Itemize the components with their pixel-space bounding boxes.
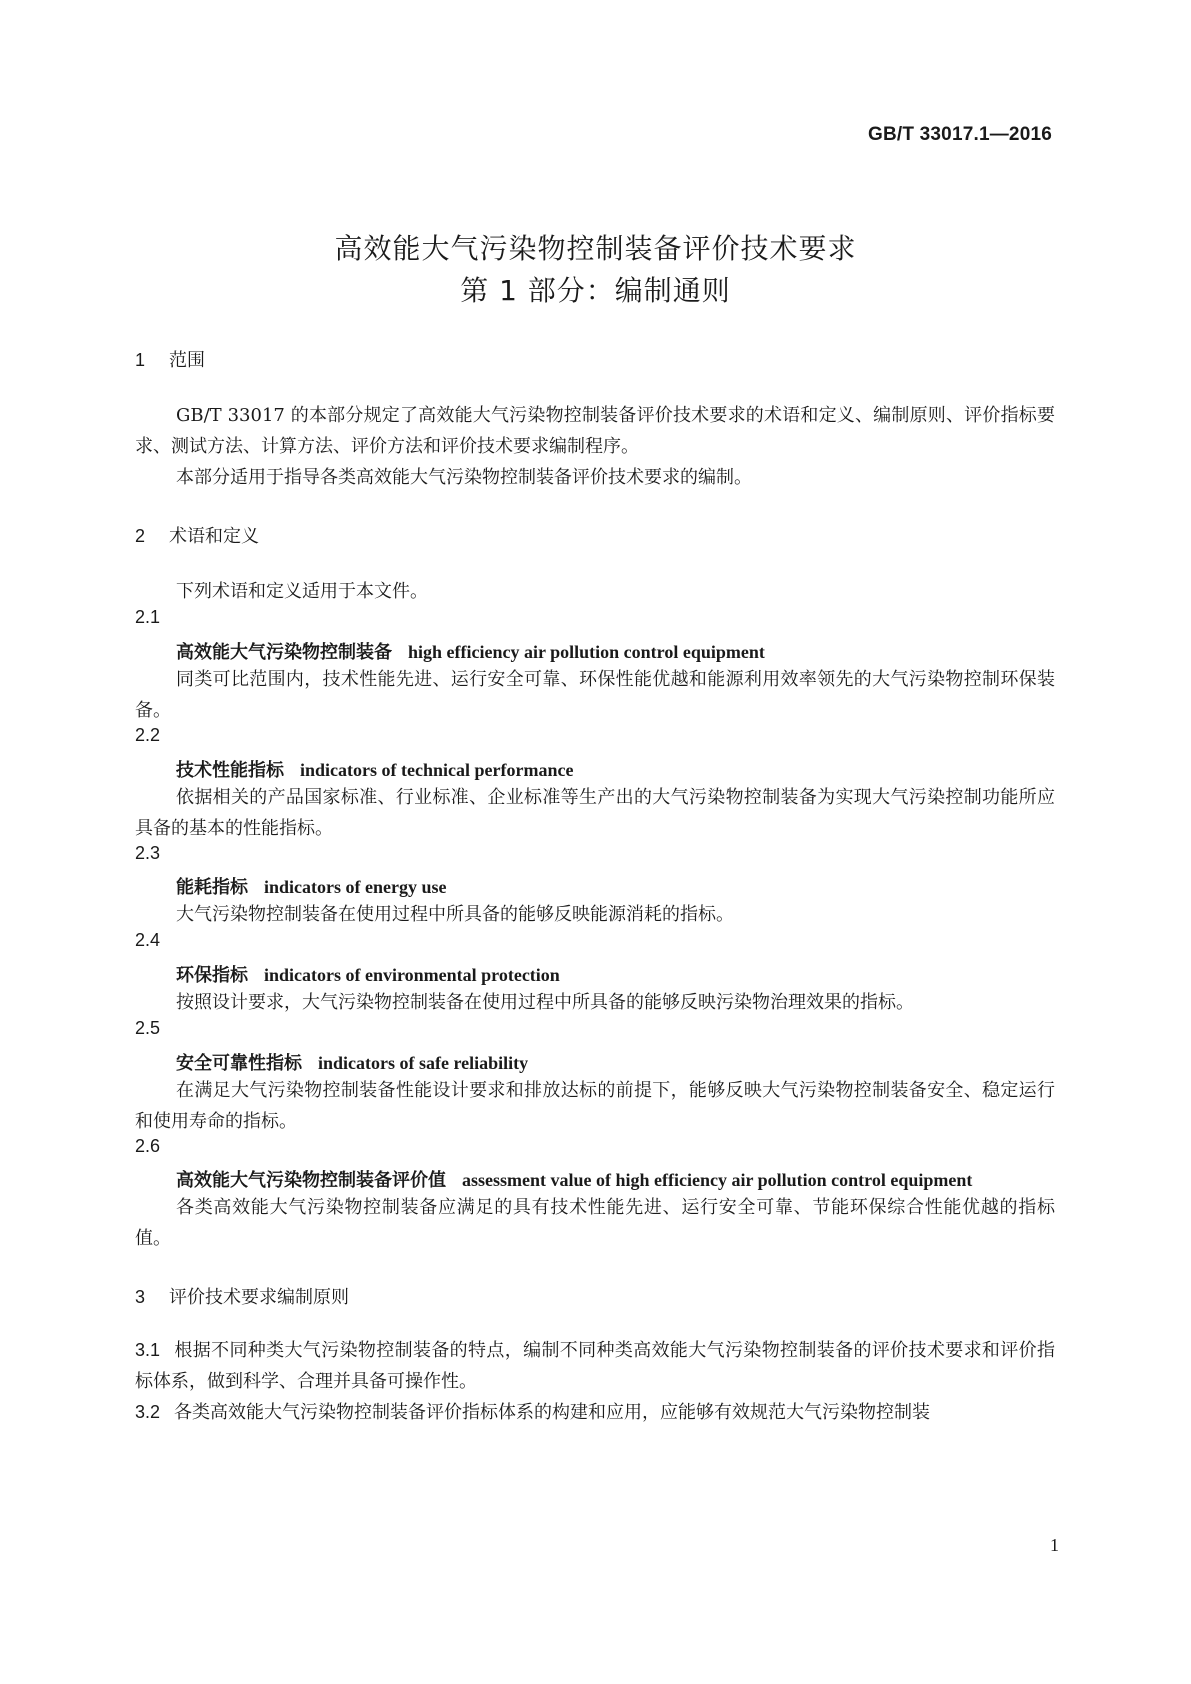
term-heading [176,756,573,782]
principle-3-1 [135,1335,1055,1397]
section-2-heading [135,522,259,548]
section-number: 1 [135,350,146,370]
principle-text: 各类高效能大气污染物控制装备评价指标体系的构建和应用，应能够有效规范大气污染物控制装 [174,1402,931,1423]
term-heading [176,1166,972,1192]
term-number: 2.4 [135,930,161,950]
term-definition: 按照设计要求，大气污染物控制装备在使用过程中所具备的能够反映污染物治理效果的指标。 [176,992,914,1013]
term-en: indicators of environmental protection [264,965,560,985]
term-heading [176,961,560,987]
term-number: 2.1 [135,607,161,627]
term-en: high efficiency air pollution control equipment [408,642,765,662]
title-line-2: 第 1 部分：编制通则 [460,274,731,307]
term-zh: 环保指标 [176,965,248,986]
document-title [0,228,1191,312]
term-zh: 技术性能指标 [176,760,284,781]
term-definition: 依据相关的产品国家标准、行业标准、企业标准等生产出的大气污染物控制装备为实现大气污染控制功能所应具备的基本的性能指标。 [135,787,1055,839]
term-zh: 安全可靠性指标 [176,1053,302,1074]
term-definition: 大气污染物控制装备在使用过程中所具备的能够反映能源消耗的指标。 [176,904,734,925]
scope-paragraph-1: GB/T 33017 的本部分规定了高效能大气污染物控制装备评价技术要求的术语和定义、编制原则、评价指标要求、测试方法、计算方法、评价方法和评价技术要求编制程序。 [135,405,1055,457]
page-number: 1 [1050,1535,1059,1555]
term-zh: 能耗指标 [176,877,248,898]
section-title: 评价技术要求编制原则 [169,1287,349,1308]
scope-paragraph-2: 本部分适用于指导各类高效能大气污染物控制装备评价技术要求的编制。 [176,467,752,488]
term-zh: 高效能大气污染物控制装备评价值 [176,1170,446,1191]
term-number: 2.6 [135,1136,161,1156]
term-definition: 在满足大气污染物控制装备性能设计要求和排放达标的前提下，能够反映大气污染物控制装备安全、稳定运行和使用寿命的指标。 [135,1080,1055,1132]
term-en: assessment value of high efficiency air pollution control equipment [462,1170,973,1190]
principle-text: 根据不同种类大气污染物控制装备的特点，编制不同种类高效能大气污染物控制装备的评价技术要求和评价指标体系，做到科学、合理并具备可操作性。 [135,1340,1055,1392]
term-zh: 高效能大气污染物控制装备 [176,642,392,663]
term-en: indicators of energy use [264,877,447,897]
title-line-1: 高效能大气污染物控制装备评价技术要求 [334,232,857,265]
term-definition: 各类高效能大气污染物控制装备应满足的具有技术性能先进、运行安全可靠、节能环保综合性能优越的指标值。 [135,1197,1055,1249]
term-heading [176,638,765,664]
terms-intro: 下列术语和定义适用于本文件。 [176,581,428,602]
section-3-heading [135,1283,349,1309]
section-number: 3 [135,1287,146,1307]
standard-code: GB/T 33017.1—2016 [867,124,1052,145]
section-1-heading [135,346,205,372]
term-heading [176,873,446,899]
term-number: 2.5 [135,1018,161,1038]
section-number: 2 [135,526,146,546]
principle-number: 3.1 [135,1340,161,1360]
principle-number: 3.2 [135,1402,161,1422]
section-title: 术语和定义 [169,526,259,547]
principle-3-2 [135,1397,1055,1428]
term-number: 2.2 [135,725,161,745]
section-title: 范围 [169,350,205,371]
term-heading [176,1049,528,1075]
term-en: indicators of technical performance [300,760,574,780]
term-number: 2.3 [135,843,161,863]
term-en: indicators of safe reliability [318,1053,529,1073]
term-definition: 同类可比范围内，技术性能先进、运行安全可靠、环保性能优越和能源利用效率领先的大气污染物控制环保装备。 [135,669,1055,721]
